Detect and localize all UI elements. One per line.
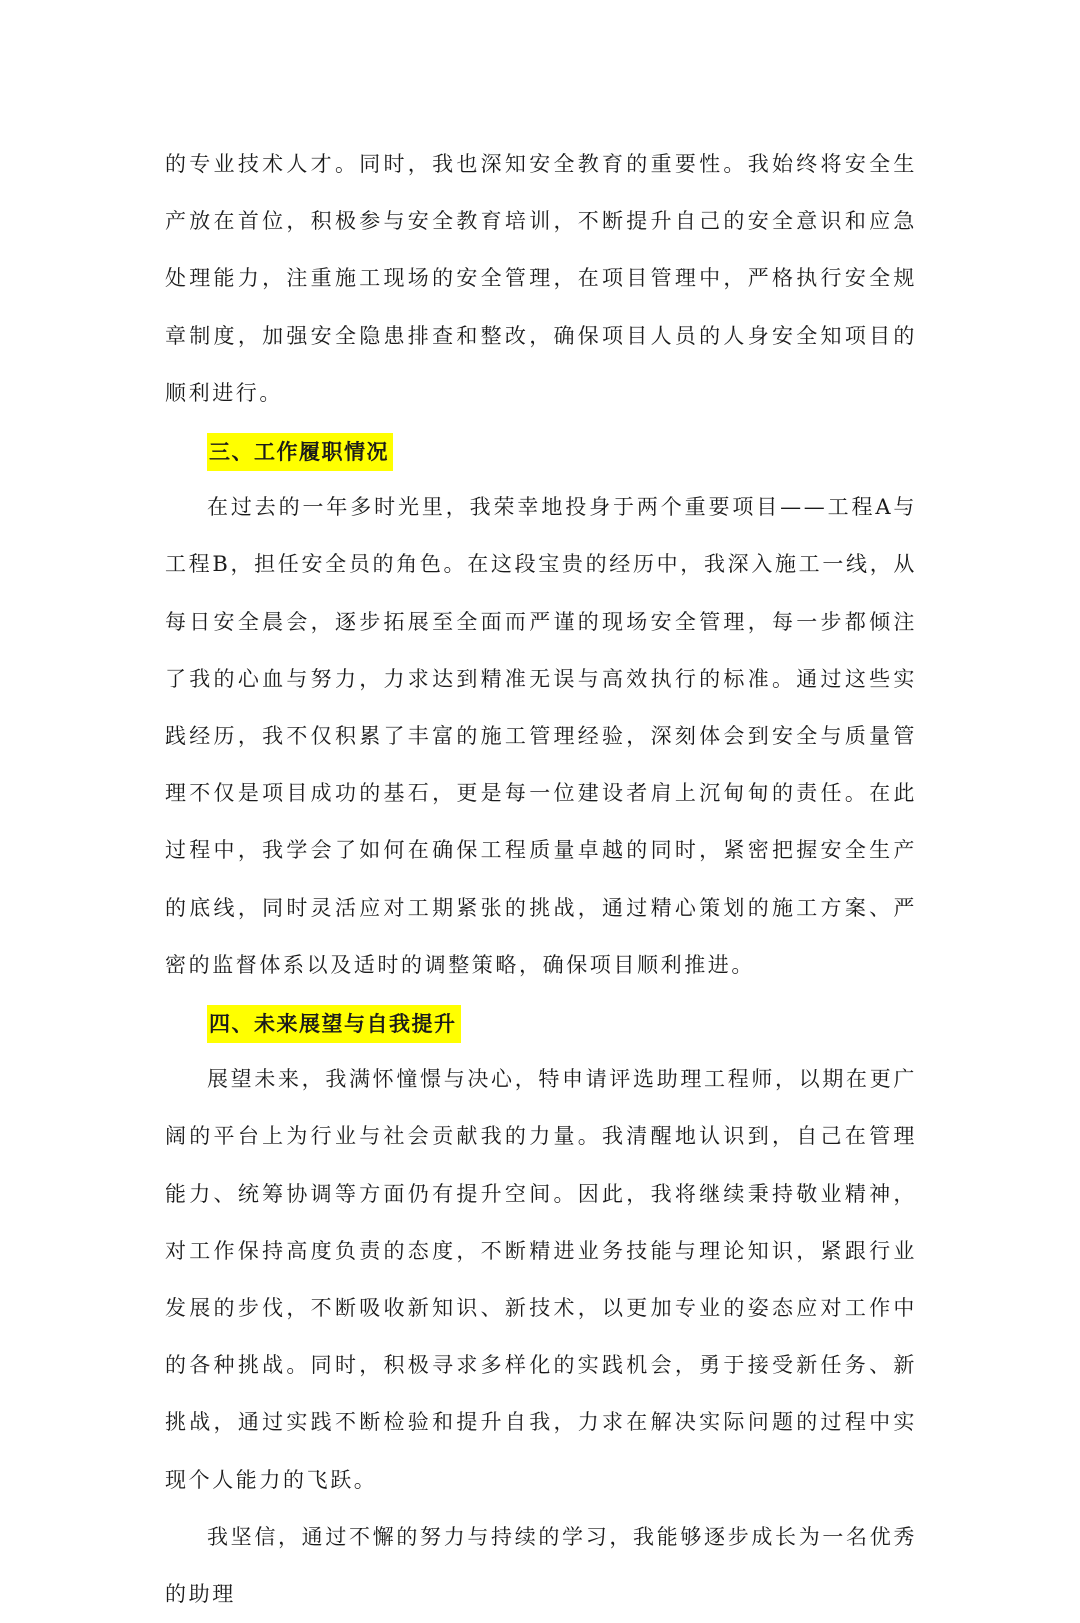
paragraph-intro: 的专业技术人才。同时，我也深知安全教育的重要性。我始终将安全生产放在首位，积极参与安全教育培训，不断提升自己的安全意识和应急处理能力，注重施工现场的安全管理，在项目管理中，严格执行安全规章制度，加强安全隐患排查和整改，确保项目人员的人身安全知项目的顺利进行。 bbox=[165, 152, 917, 405]
paragraph-conclusion: 我坚信，通过不懈的努力与持续的学习，我能够逐步成长为一名优秀的助理 bbox=[165, 1524, 917, 1607]
paragraph-future-outlook: 展望未来，我满怀憧憬与决心，特申请评选助理工程师，以期在更广阔的平台上为行业与社会贡献我的力量。我清醒地认识到，自己在管理能力、统筹协调等方面仍有提升空间。因此，我将继续秉持敬业精神，对工作保持高度负责的态度，不断精进业务技能与理论知识，紧跟行业发展的步伐，不断吸收新知识、新技术，以更加专业的姿态应对工作中的各种挑战。同时，积极寻求多样化的实践机会，勇于接受新任务、新挑战，通过实践不断检验和提升自我，力求在解决实际问题的过程中实现个人能力的飞跃。 bbox=[165, 1067, 917, 1492]
section-heading-3-text: 三、工作履职情况 bbox=[207, 433, 393, 471]
section-heading-4-text: 四、未来展望与自我提升 bbox=[207, 1005, 461, 1043]
section-heading-4 bbox=[165, 994, 917, 1051]
paragraph-work-performance: 在过去的一年多时光里，我荣幸地投身于两个重要项目——工程A与工程B，担任安全员的角色。在这段宝贵的经历中，我深入施工一线，从每日安全晨会，逐步拓展至全面而严谨的现场安全管理，每一步都倾注了我的心血与努力，力求达到精准无误与高效执行的标准。通过这些实践经历，我不仅积累了丰富的施工管理经验，深刻体会到安全与质量管理不仅是项目成功的基石，更是每一位建设者肩上沉甸甸的责任。在此过程中，我学会了如何在确保工程质量卓越的同时，紧密把握安全生产的底线，同时灵活应对工期紧张的挑战，通过精心策划的施工方案、严密的监督体系以及适时的调整策略，确保项目顺利推进。 bbox=[165, 495, 917, 977]
document-body bbox=[165, 136, 917, 1623]
section-heading-3 bbox=[165, 422, 917, 479]
